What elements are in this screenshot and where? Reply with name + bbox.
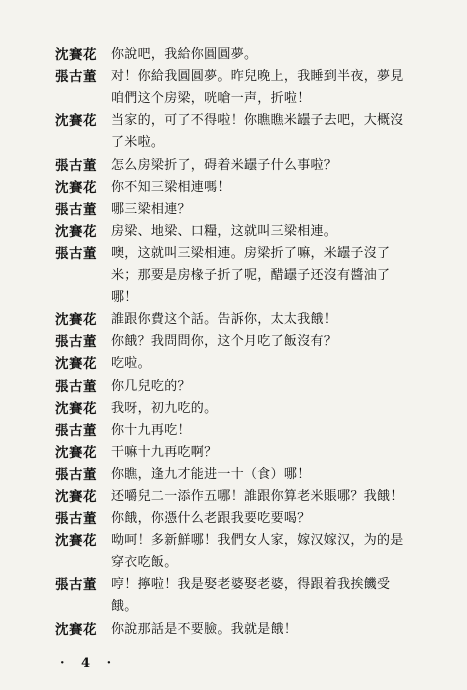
speaker-name: 張古董 <box>55 466 97 483</box>
dialogue-entry <box>0 44 467 66</box>
dialogue-entry <box>0 309 467 331</box>
speaker-name: 張古董 <box>55 422 97 439</box>
dialogue-line: 你說那話是不要臉。我就是餓！ <box>111 621 298 637</box>
dialogue-line: 我呀，初九吃的。 <box>111 400 218 416</box>
speaker-name: 沈賽花 <box>55 444 97 461</box>
speaker-name: 沈賽花 <box>55 489 97 505</box>
speaker-name: 張古董 <box>55 245 97 262</box>
dialogue-line: 餓。 <box>111 599 138 615</box>
dialogue-line: 你瞧，逢九才能进一十（食）哪！ <box>111 466 311 482</box>
dialogue-line: 你十九再吃！ <box>111 422 191 438</box>
dialogue-entry <box>0 331 467 353</box>
dialogue-entry <box>0 199 467 221</box>
dialogue-entry <box>0 530 467 574</box>
dialogue-line: 干嘛十九再吃啊？ <box>111 444 218 460</box>
dialogue-line: 吃啦。 <box>111 356 151 372</box>
dialogue-entry <box>0 155 467 177</box>
dialogue-line: 当家的，可了不得啦！你瞧瞧米罎子去吧，大概沒 <box>111 113 404 129</box>
speaker-name: 沈賽花 <box>55 223 97 240</box>
dialogue-entry <box>0 442 467 464</box>
speaker-name: 張古董 <box>55 577 97 594</box>
speaker-name: 沈賽花 <box>55 47 97 63</box>
speaker-name: 張古董 <box>55 511 97 528</box>
speaker-name: 沈賽花 <box>55 113 97 130</box>
speaker-name: 沈賽花 <box>55 312 97 329</box>
dialogue-line: 呦呵！多新鮮哪！我們女人家，嫁汉嫁汉，为的是 <box>111 533 404 549</box>
dialogue-entry <box>0 464 467 486</box>
dialogue-line: 穿衣吃飯。 <box>111 555 178 571</box>
dialogue-line: 了米啦。 <box>111 135 165 151</box>
dialogue-entry <box>0 398 467 420</box>
speaker-name: 張古董 <box>55 378 97 395</box>
dialogue-line: 怎么房梁折了，碍着米罎子什么事啦？ <box>111 157 338 173</box>
speaker-name: 張古董 <box>55 334 97 351</box>
dialogue-line: 誰跟你費这个話。告訴你，太太我餓！ <box>111 312 338 328</box>
dialogue-entry <box>0 177 467 199</box>
page-number: · 4 · <box>60 656 118 671</box>
speaker-name: 沈賽花 <box>55 400 97 417</box>
dialogue-entry <box>0 420 467 442</box>
dialogue-line: 你餓？我問問你，这个月吃了飯沒有？ <box>111 334 338 350</box>
speaker-name: 沈賽花 <box>55 621 97 638</box>
dialogue-line: 你不知三梁相連嗎！ <box>111 179 231 195</box>
speaker-name: 沈賽花 <box>55 533 97 550</box>
dialogue-line: 对！你給我圓圓夢。昨兒晚上，我睡到半夜，夢見 <box>111 69 404 85</box>
dialogue-line: 哼！擰啦！我是娶老婆娶老婆，得跟着我挨饑受 <box>111 577 391 593</box>
dialogue-entry <box>0 486 467 508</box>
dialogue-line: 哪三梁相連？ <box>111 201 191 217</box>
dialogue-line: 哪！ <box>111 290 138 306</box>
dialogue-entry <box>0 243 467 309</box>
speaker-name: 張古董 <box>55 69 97 86</box>
speaker-name: 張古董 <box>55 201 97 218</box>
dialogue-line: 你几兒吃的？ <box>111 378 191 394</box>
dialogue-entry <box>0 376 467 398</box>
dialogue-entry <box>0 110 467 154</box>
dialogue-line: 还嚼兒二一添作五哪！誰跟你算老米賬哪？我餓！ <box>111 489 404 504</box>
speaker-name: 沈賽花 <box>55 356 97 373</box>
dialogue-entry <box>0 574 467 618</box>
dialogue-entry <box>0 508 467 530</box>
dialogue-entry <box>0 66 467 110</box>
dialogue-entry <box>0 353 467 375</box>
dialogue-entry <box>0 619 467 641</box>
dialogue-line: 咱們这个房梁，咣嗆一声，折啦！ <box>111 91 311 107</box>
dialogue-line: 你餓，你憑什么老跟我要吃要喝？ <box>111 511 311 527</box>
dialogue-line: 你說吧，我給你圓圓夢。 <box>111 47 258 62</box>
speaker-name: 沈賽花 <box>55 179 97 196</box>
dialogue-line: 房梁、地梁、口糧，这就叫三梁相連。 <box>111 223 338 239</box>
speaker-name: 張古董 <box>55 157 97 174</box>
dialogue-entry <box>0 221 467 243</box>
dialogue-line: 噢，这就叫三梁相連。房梁折了嘛，米罎子沒了 <box>111 245 391 261</box>
dialogue-line: 米；那要是房椽子折了呢，醋罎子还沒有醬油了 <box>111 267 391 283</box>
